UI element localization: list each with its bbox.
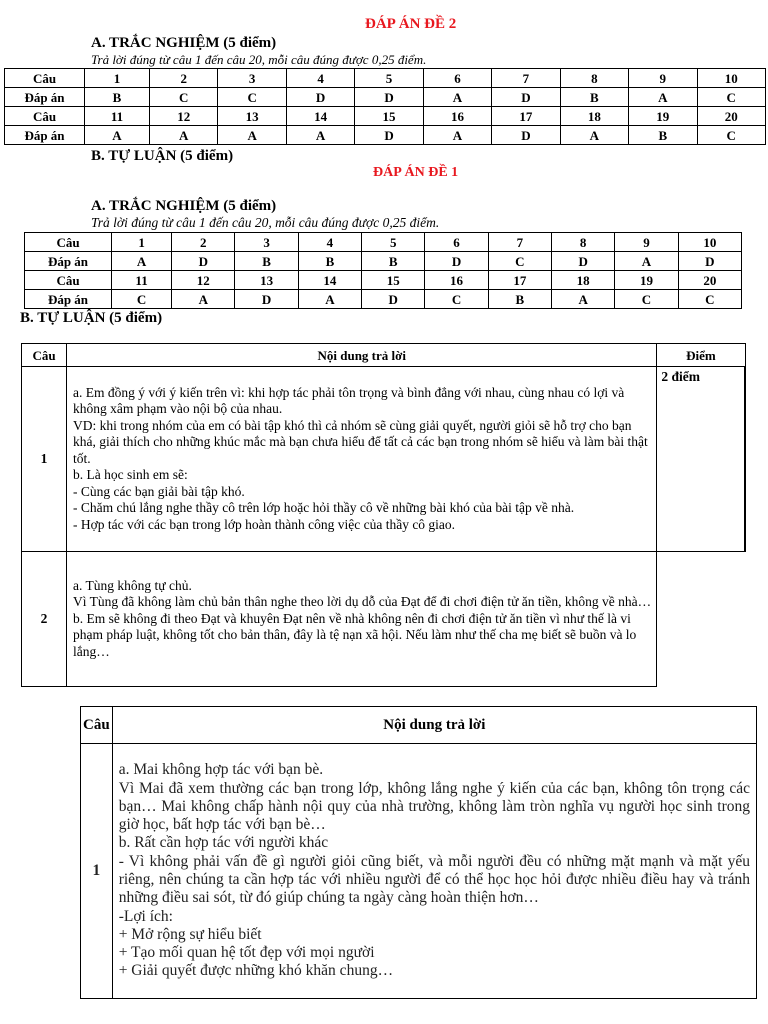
answer-cell: D xyxy=(355,88,423,107)
answer-line: + Giải quyết được những khó khăn chung… xyxy=(118,962,394,980)
answer-cell: B xyxy=(298,252,361,271)
answer-cell: 9 xyxy=(629,69,697,88)
answer-cell: B xyxy=(560,88,628,107)
answer-cell: D xyxy=(362,290,425,309)
answer-cell: 11 xyxy=(85,107,150,126)
essay1-header-content: Nội dung trả lời xyxy=(67,344,657,367)
answer-cell: 6 xyxy=(423,69,491,88)
essay1-row1-num: 1 xyxy=(22,367,67,552)
answer-cell: D xyxy=(425,252,488,271)
answer-cell: C xyxy=(615,290,678,309)
answer-cell: 20 xyxy=(678,271,741,290)
answer-cell: D xyxy=(492,88,560,107)
essay1-row2-content xyxy=(67,552,657,687)
essay2-row1-num: 1 xyxy=(81,744,113,999)
answer-cell: 4 xyxy=(298,233,361,252)
answer-line: Vì Mai đã xem thường các bạn trong lớp, không lắng nghe ý kiến của các bạn, không tôn trọng các bạn… Mai không chấp hành nội quy của nhà trường, không làm tròn nghĩa vụ người học sinh trong giờ học, bất hợp tác với bạn bè… xyxy=(118,779,750,834)
answer-cell: 5 xyxy=(355,69,423,88)
answer-cell: 10 xyxy=(697,69,766,88)
row-label: Đáp án xyxy=(5,126,85,145)
answer-cell: 3 xyxy=(235,233,298,252)
answer-cell: A xyxy=(85,126,150,145)
answer-line: b. Em sẽ không đi theo Đạt và khuyên Đạt nên về nhà không nên đi chơi điện tử ăn tiền vì như thế là vi phạm pháp luật, không tốt cho bản thân, đây là tệ nạn xã hội. Nếu làm như thế cha mẹ biết sẽ buồn và lo lắng… xyxy=(73,610,637,659)
answer-cell: 12 xyxy=(150,107,218,126)
answer-line: Vì Tùng đã không làm chủ bản thân nghe theo lời dụ dỗ của Đạt để đi chơi điện tử ăn tiền, không về nhà… xyxy=(73,594,652,610)
answer-cell: 15 xyxy=(355,107,423,126)
answer-cell: 16 xyxy=(423,107,491,126)
answer-cell: 8 xyxy=(560,69,628,88)
answer-cell: C xyxy=(488,252,551,271)
essay2-header-cau: Câu xyxy=(81,707,113,744)
answer-cell: 12 xyxy=(172,271,235,290)
exam1-section-a-heading: A. TRẮC NGHIỆM (5 điểm) xyxy=(91,198,277,214)
answer-line: b. Là học sinh em sẽ: xyxy=(73,467,188,483)
essay1-row2-score xyxy=(657,552,745,687)
answer-line: a. Tùng không tự chủ. xyxy=(73,577,192,593)
answer-cell: C xyxy=(678,290,741,309)
answer-cell: 2 xyxy=(172,233,235,252)
answer-cell: 14 xyxy=(298,271,361,290)
answer-line: + Tạo mối quan hệ tốt đẹp với mọi người xyxy=(118,944,375,962)
row-label: Câu xyxy=(5,69,85,88)
table-row xyxy=(25,233,742,252)
answer-line: a. Em đồng ý với ý kiến trên vì: khi hợp tác phải tôn trọng và bình đẳng với nhau, cùng nhau có lợi và không xâm phạm vào nội bộ của nhau. xyxy=(73,384,625,417)
essay1-header-score: Điểm xyxy=(657,344,745,367)
answer-cell: 18 xyxy=(552,271,615,290)
exam1-section-b-heading: B. TỰ LUẬN (5 điểm) xyxy=(20,310,163,326)
exam2-section-a-heading: A. TRẮC NGHIỆM (5 điểm) xyxy=(91,35,277,51)
essay1-row1-score: 2 điểm xyxy=(657,367,745,552)
answer-cell: 8 xyxy=(552,233,615,252)
table-row xyxy=(25,290,742,309)
answer-line: + Mở rộng sự hiểu biết xyxy=(118,925,262,943)
answer-cell: 20 xyxy=(697,107,766,126)
row-label: Đáp án xyxy=(25,290,112,309)
answer-cell: A xyxy=(112,252,172,271)
answer-cell: 13 xyxy=(218,107,286,126)
answer-line: - Chăm chú lắng nghe thầy cô trên lớp hoặc hỏi thầy cô về những bài khó của bài tập về nhà. xyxy=(73,500,575,516)
answer-cell: 6 xyxy=(425,233,488,252)
answer-cell: A xyxy=(423,88,491,107)
answer-cell: A xyxy=(298,290,361,309)
essay-table-2 xyxy=(80,706,757,999)
answer-cell: C xyxy=(425,290,488,309)
answer-cell: A xyxy=(423,126,491,145)
answer-cell: 2 xyxy=(150,69,218,88)
answer-line: - Cùng các bạn giải bài tập khó. xyxy=(73,483,245,499)
answer-cell: D xyxy=(172,252,235,271)
table-row xyxy=(5,107,766,126)
answer-cell: 17 xyxy=(492,107,560,126)
answer-cell: C xyxy=(112,290,172,309)
answer-cell: A xyxy=(629,88,697,107)
answer-cell: C xyxy=(697,88,766,107)
table-row xyxy=(5,88,766,107)
table-row xyxy=(22,367,746,552)
answer-line: a. Mai không hợp tác với bạn bè. xyxy=(118,761,324,779)
answer-cell: D xyxy=(552,252,615,271)
essay1-header-cau: Câu xyxy=(22,344,67,367)
answer-cell: A xyxy=(172,290,235,309)
answer-cell: 7 xyxy=(488,233,551,252)
essay1-row1-content xyxy=(67,367,657,552)
answer-cell: 1 xyxy=(85,69,150,88)
answer-cell: D xyxy=(355,126,423,145)
answer-line: b. Rất cần hợp tác với người khác xyxy=(118,834,329,852)
answer-cell: 5 xyxy=(362,233,425,252)
essay-table-1 xyxy=(21,343,746,687)
answer-cell: B xyxy=(235,252,298,271)
answer-cell: C xyxy=(218,88,286,107)
answer-cell: 19 xyxy=(629,107,697,126)
answer-line: - Hợp tác với các bạn trong lớp hoàn thành công việc của thầy cô giao. xyxy=(73,516,456,532)
answer-cell: 10 xyxy=(678,233,741,252)
table-row xyxy=(5,126,766,145)
exam2-answer-table xyxy=(4,68,766,145)
answer-cell: 15 xyxy=(362,271,425,290)
answer-cell: 11 xyxy=(112,271,172,290)
essay2-row1-content xyxy=(112,744,756,999)
answer-cell: 14 xyxy=(286,107,354,126)
table-row xyxy=(25,271,742,290)
answer-cell: D xyxy=(286,88,354,107)
answer-cell: A xyxy=(615,252,678,271)
exam2-section-b-heading: B. TỰ LUẬN (5 điểm) xyxy=(91,148,234,164)
essay1-row2-num: 2 xyxy=(22,552,67,687)
answer-cell: B xyxy=(85,88,150,107)
answer-line: VD: khi trong nhóm của em có bài tập khó thì cả nhóm sẽ cùng giải quyết, người giỏi sẽ hỗ trợ cho bạn khá, giải thích cho những khúc mắc mà bạn chưa hiểu để tất cả các bạn trong nhóm sẽ hiểu và làm bài thật tốt. xyxy=(73,417,648,466)
answer-cell: A xyxy=(150,126,218,145)
answer-cell: A xyxy=(286,126,354,145)
answer-line: -Lợi ích: xyxy=(118,907,173,925)
answer-cell: D xyxy=(235,290,298,309)
answer-cell: B xyxy=(488,290,551,309)
table-row xyxy=(22,552,746,687)
exam1-title: ĐÁP ÁN ĐỀ 1 xyxy=(373,165,459,180)
answer-cell: B xyxy=(629,126,697,145)
row-label: Đáp án xyxy=(5,88,85,107)
answer-cell: D xyxy=(678,252,741,271)
essay2-header-content: Nội dung trả lời xyxy=(112,707,756,744)
answer-cell: 4 xyxy=(286,69,354,88)
answer-cell: B xyxy=(362,252,425,271)
answer-cell: 13 xyxy=(235,271,298,290)
exam2-note: Trả lời đúng từ câu 1 đến câu 20, mỗi câu đúng được 0,25 điểm. xyxy=(91,52,427,67)
answer-cell: C xyxy=(150,88,218,107)
answer-cell: 3 xyxy=(218,69,286,88)
row-label: Câu xyxy=(5,107,85,126)
answer-cell: 9 xyxy=(615,233,678,252)
answer-cell: A xyxy=(560,126,628,145)
answer-cell: D xyxy=(492,126,560,145)
answer-cell: 1 xyxy=(112,233,172,252)
answer-cell: 16 xyxy=(425,271,488,290)
answer-cell: A xyxy=(552,290,615,309)
table-row xyxy=(5,69,766,88)
answer-cell: 7 xyxy=(492,69,560,88)
row-label: Câu xyxy=(25,271,112,290)
table-row xyxy=(25,252,742,271)
answer-cell: A xyxy=(218,126,286,145)
answer-cell: C xyxy=(697,126,766,145)
exam1-answer-table xyxy=(24,232,742,309)
exam1-note: Trả lời đúng từ câu 1 đến câu 20, mỗi câu đúng được 0,25 điểm. xyxy=(91,215,440,230)
answer-cell: 17 xyxy=(488,271,551,290)
row-label: Câu xyxy=(25,233,112,252)
answer-line: - Vì không phải vấn đề gì người giỏi cũng biết, và mỗi người đều có những mặt mạnh và mặt yếu riêng, nên chúng ta cần hợp tác với nhiều người để có thể học học hỏi được nhiều điều hay và tránh những điều sai sót, từ đó giúp chúng ta ngày càng hoàn thiện hơn… xyxy=(118,852,750,907)
table-row xyxy=(81,744,757,999)
row-label: Đáp án xyxy=(25,252,112,271)
answer-cell: 18 xyxy=(560,107,628,126)
exam2-title: ĐÁP ÁN ĐỀ 2 xyxy=(365,16,457,32)
answer-cell: 19 xyxy=(615,271,678,290)
